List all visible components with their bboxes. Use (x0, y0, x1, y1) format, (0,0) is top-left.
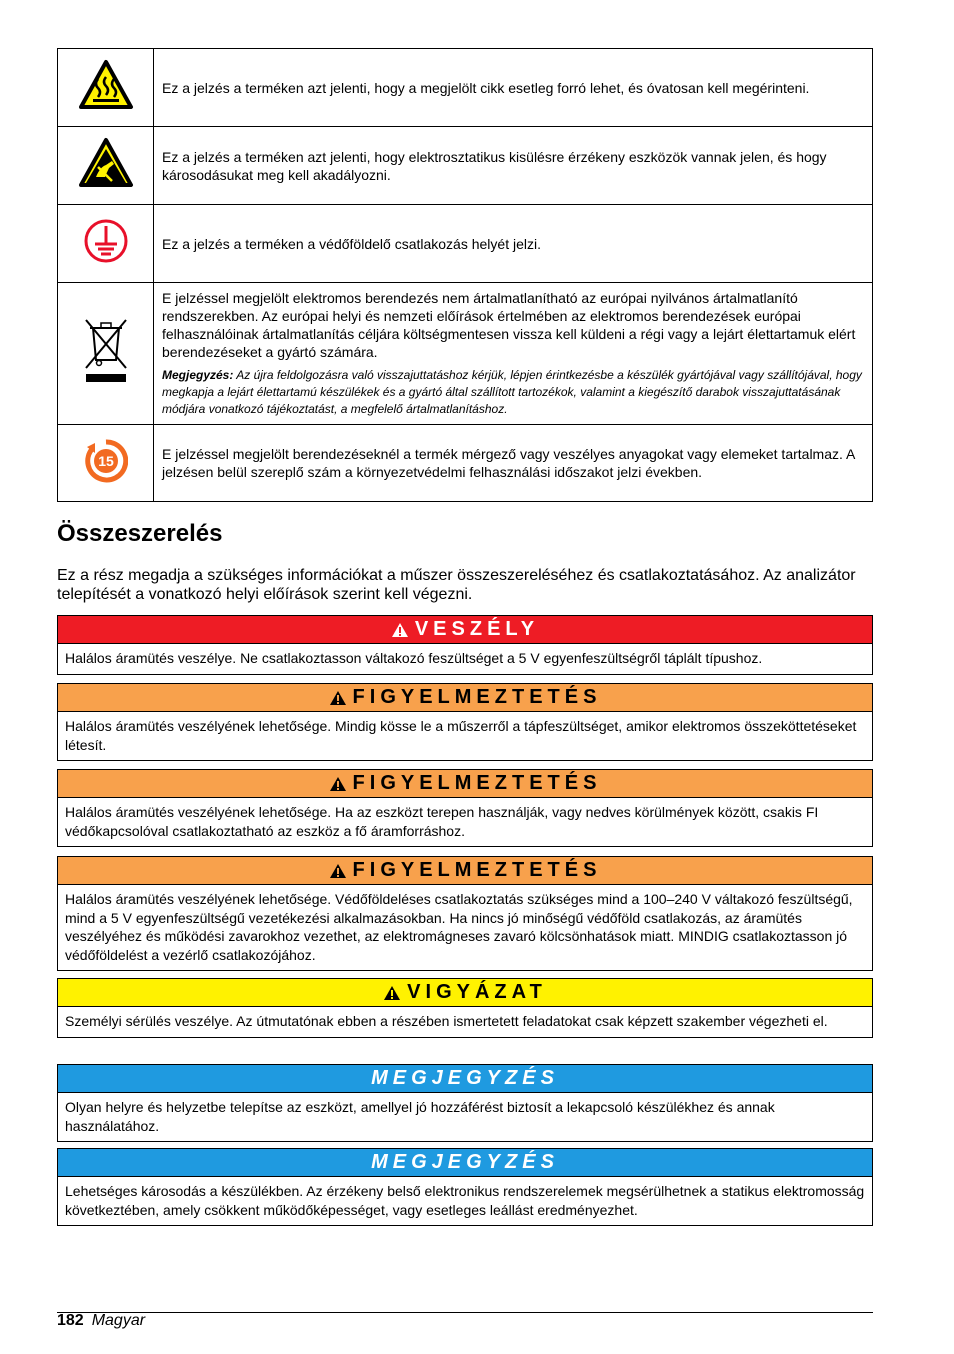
notice-text: Halálos áramütés veszélyének lehetősége. Mindig kösse le a műszerről a tápfeszültséget, amikor elektromos összeköttetéseket létesít. (65, 718, 857, 753)
warning-triangle-icon (383, 985, 401, 1001)
section-title: Összeszerelés (57, 520, 223, 547)
notice-text: Olyan helyre és helyzetbe telepítse az eszközt, amellyel jó hozzáférést biztosít a lekapcsoló készülékhez és annak használatához. (65, 1099, 775, 1134)
warning-triangle-icon (329, 690, 347, 706)
warning-triangle-icon (391, 622, 409, 638)
notice-label: FIGYELMEZTETÉS (352, 686, 602, 708)
footer-language: Magyar (91, 1312, 146, 1329)
symbol-description: E jelzéssel megjelölt berendezéseknél a termék mérgező vagy veszélyes anyagokat vagy elemeket tartalmaz. A jelzésen belül szereplő szám a környezetvédelmi felhasználási időszakot jelzi években. (154, 425, 873, 502)
warning-notice (57, 856, 873, 971)
notice-label: VIGYÁZAT (407, 981, 547, 1003)
weee-crossed-bin-icon (82, 316, 130, 386)
esd-icon (78, 137, 134, 189)
warning-notice (57, 683, 873, 761)
page-footer (57, 1312, 145, 1330)
notice-text: Halálos áramütés veszélyének lehetősége. Ha az eszközt terepen használják, vagy nedves körülmények között, csakis FI védőkapcsolóval csatlakoztatható az eszköz a fő áramforráshoz. (65, 804, 819, 839)
notice-label: FIGYELMEZTETÉS (352, 859, 602, 881)
warning-notice (57, 769, 873, 847)
protective-earth-icon (83, 218, 129, 264)
note (162, 367, 864, 418)
warning-triangle-icon (329, 776, 347, 792)
symbol-row (58, 127, 873, 205)
hot-surface-icon (78, 59, 134, 111)
epup-number: 15 (97, 452, 114, 469)
note-text: Az újra feldolgozásra való visszajuttatáshoz kérjük, lépjen érintkezésbe a készülék gyártójával vagy szállítójával, hogy megkapja a lejárt élettartamú készülékek és a gyártó által szállított tartozékok, valamint a kiegészítő darabok visszajuttatásának módjára vonatkozó tájékoztatást, a megfelelő ártalmatlanításhoz. (162, 368, 862, 416)
footer-rule (57, 1312, 873, 1313)
symbol-row (58, 283, 873, 425)
symbol-row (58, 205, 873, 283)
notice-text: Halálos áramütés veszélye. Ne csatlakoztasson váltakozó feszültséget a 5 V egyenfeszültségről táplált típushoz. (65, 650, 763, 666)
warning-triangle-icon (329, 863, 347, 879)
note-notice (57, 1064, 873, 1142)
symbol-row (58, 49, 873, 127)
notice-text: Személyi sérülés veszélye. Az útmutatónak ebben a részében ismertetett feladatokat csak képzett szakember végezheti el. (65, 1013, 828, 1029)
symbol-description: Ez a jelzés a terméken azt jelenti, hogy a megjelölt cikk esetleg forró lehet, és óvatosan kell megérinteni. (154, 49, 873, 127)
epup-15-icon (84, 439, 128, 483)
notice-label: VESZÉLY (414, 618, 540, 640)
intro-paragraph: Ez a rész megadja a szükséges információkat a műszer összeszereléséhez és csatlakoztatásához. Az analizátor telepítését a vonatkozó helyi előírások szerint kell végezni. (57, 567, 856, 603)
notice-text: Halálos áramütés veszélyének lehetősége. Védőföldeléses csatlakoztatás szükséges mind a 100–240 V váltakozó feszültségű, mind a 5 V egyenfeszültségű vezetékezési alkalmazásokban. Ha nincs jó minőségű védőföld csatlakozás, az áramütés veszélyéhez és működési zavarokhoz vezethet, az elektromágneses zavaró kölcsönhatások miatt. MINDIG csatlakoztasson jó védőföldelést a vezérlő csatlakozójához. (65, 891, 853, 963)
symbol-description: E jelzéssel megjelölt elektromos berendezés nem ártalmatlanítható az európai nyilvános ártalmatlanító rendszerekben. Az európai helyi és nemzeti előírások értelmében az elektromos berendezések európai felhasználóinak ártalmatlanítás céljára költségmentesen vissza kell küldeni a régi vagy a lejárt élettartamuk elért berendezéseket a gyártó számára. (162, 290, 856, 360)
note-notice (57, 1148, 873, 1226)
page-number: 182 (57, 1312, 84, 1329)
notice-label: MEGJEGYZÉS (371, 1067, 559, 1089)
danger-notice (57, 615, 873, 675)
caution-notice (57, 978, 873, 1038)
notice-label: FIGYELMEZTETÉS (352, 772, 602, 794)
notice-label: MEGJEGYZÉS (371, 1151, 559, 1173)
notice-text: Lehetséges károsodás a készülékben. Az érzékeny belső elektronikus rendszerelemek megsérülhetnek a statikus elektromosság következtében, amely csökkent működőképességet, vagy esetleges leállást eredményezhet. (65, 1183, 865, 1218)
symbol-table (57, 48, 873, 502)
note-label: Megjegyzés: (162, 368, 234, 382)
symbol-description: Ez a jelzés a terméken azt jelenti, hogy elektrosztatikus kisülésre érzékeny eszközök vannak jelen, és hogy károsodásukat meg kell akadályozni. (154, 127, 873, 205)
symbol-row (58, 425, 873, 502)
symbol-description: Ez a jelzés a terméken a védőföldelő csatlakozás helyét jelzi. (154, 205, 873, 283)
